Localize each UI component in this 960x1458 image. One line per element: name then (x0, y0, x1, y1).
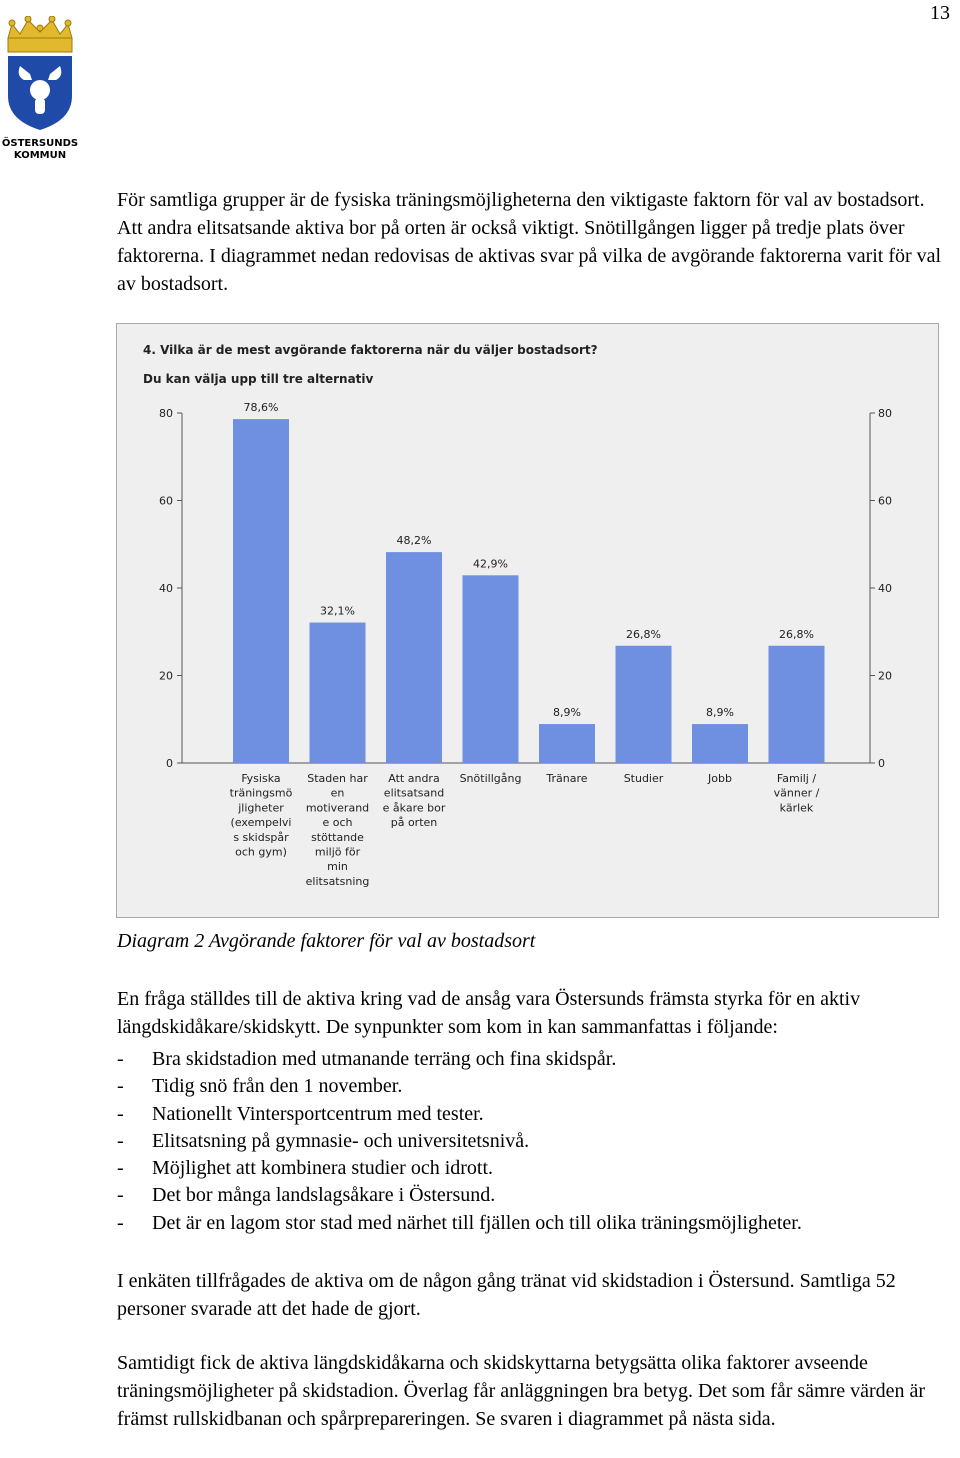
x-tick-label: Fysiska (241, 772, 281, 785)
bar (616, 646, 672, 763)
y-tick-label: 0 (166, 757, 173, 770)
x-tick-label: Studier (623, 772, 664, 785)
rating-paragraph: Samtidigt fick de aktiva längdskidåkarna och skidskyttarna betygsätta olika faktorer avseende träningsmöjligheter på skidstadion. Överlag får anläggningen bra betyg. Det som får sämre värden är främst rullskidbanan och spårprepareringen. Se svaren i diagrammet på nästa sida. (117, 1352, 926, 1430)
y-tick-label: 20 (878, 669, 892, 683)
intro-paragraph: För samtliga grupper är de fysiska träningsmöjligheterna den viktigaste faktorn för val av bostadsort. Att andra elitsatsande aktiva bor på orten är också viktigt. Snötillgången ligger på tredje plats över faktorerna. I diagrammet nedan redovisas de aktivas svar på vilka de avgörande faktorerna varit för val av bostadsort. (117, 189, 942, 295)
bar (769, 646, 825, 763)
list-item (117, 1210, 802, 1237)
list-item-text: Bra skidstadion med utmanande terräng och fina skidspår. (152, 1048, 617, 1070)
bar (310, 623, 366, 763)
question-paragraph: En fråga ställdes till de aktiva kring vad de ansåg vara Östersunds främsta styrka för en aktiv längdskidåkare/skidskytt. De synpunkter som kom in kan sammanfattas i följande: (117, 988, 861, 1038)
chart-title: 4. Vilka är de mest avgörande faktorerna när du väljer bostadsort? (143, 343, 598, 357)
x-tick-label: e åkare bor (382, 801, 446, 815)
value-label: 26,8% (626, 627, 661, 641)
x-tick-label: och gym) (235, 845, 287, 859)
value-label: 32,1% (320, 604, 355, 618)
x-tick-label: elitsatsand (383, 786, 445, 800)
x-tick-label: vänner / (773, 786, 820, 800)
crown-icon (8, 16, 72, 52)
bar (539, 724, 595, 763)
bar (233, 419, 289, 763)
bullet-dash: - (117, 1048, 124, 1070)
y-tick-label: 40 (878, 582, 892, 595)
x-tick-label: på orten (390, 816, 438, 830)
bar-chart (116, 323, 939, 918)
chart-plot (117, 324, 940, 919)
value-label: 42,9% (473, 557, 508, 571)
x-tick-label: Staden har (307, 772, 368, 785)
ostersunds-kommun-logo (2, 16, 78, 166)
list-item-text: Nationellt Vintersportcentrum med tester. (152, 1102, 484, 1125)
bar (692, 724, 748, 763)
value-label: 8,9% (553, 706, 581, 720)
x-tick-label: jligheter (238, 801, 284, 815)
list-item-text: Det är en lagom stor stad med närhet till fjällen och till olika träningsmöjligheter. (152, 1211, 802, 1234)
list-item (117, 1073, 802, 1100)
list-item (117, 1182, 802, 1209)
list-item (117, 1101, 802, 1128)
x-tick-label: träningsmö (229, 786, 293, 800)
bar (463, 575, 519, 763)
y-tick-label: 60 (878, 494, 892, 508)
x-tick-label: stöttande (311, 830, 364, 844)
svg-text:ÖSTERSUNDS: ÖSTERSUNDS (2, 138, 78, 149)
figure-caption: Diagram 2 Avgörande faktorer för val av bostadsort (117, 930, 536, 952)
list-item (117, 1046, 802, 1073)
list-item-text: Tidig snö från den 1 november. (152, 1075, 403, 1098)
list-item-text: Det bor många landslagsåkare i Östersund. (152, 1184, 496, 1207)
bullet-dash: - (117, 1075, 124, 1098)
x-tick-label: Tränare (546, 772, 588, 785)
bullet-dash: - (117, 1157, 124, 1180)
list-item (117, 1128, 802, 1155)
x-tick-label: motiverand (305, 801, 370, 815)
y-tick-label: 60 (159, 494, 173, 508)
bullet-dash: - (117, 1102, 124, 1125)
bullet-dash: - (117, 1184, 124, 1207)
value-label: 78,6% (243, 401, 279, 415)
y-tick-label: 80 (878, 407, 892, 420)
x-tick-label: s skidspår (233, 830, 289, 844)
x-tick-label: kärlek (779, 801, 814, 815)
x-tick-label: (exempelvi (230, 816, 292, 830)
y-tick-label: 40 (159, 582, 173, 595)
value-label: 48,2% (396, 534, 432, 548)
x-tick-label: min (327, 860, 348, 874)
x-tick-label: elitsatsning (305, 874, 370, 888)
list-item (117, 1155, 802, 1182)
value-label: 8,9% (706, 706, 734, 720)
x-tick-label: e och (322, 816, 353, 830)
y-tick-label: 80 (159, 407, 173, 420)
list-item-text: Elitsatsning på gymnasie- och universitetsnivå. (152, 1129, 530, 1152)
bar (386, 552, 442, 763)
x-tick-label: Snötillgång (459, 772, 522, 785)
svg-text:KOMMUN: KOMMUN (13, 150, 67, 161)
bullet-dash: - (117, 1211, 124, 1234)
bullet-dash: - (117, 1129, 124, 1152)
chart-subtitle: Du kan välja upp till tre alternativ (143, 372, 374, 386)
value-label: 26,8% (779, 627, 814, 641)
x-tick-label: Familj / (776, 772, 817, 785)
x-tick-label: miljö för (314, 845, 361, 859)
x-tick-label: Att andra (388, 772, 440, 785)
strengths-list (117, 1046, 802, 1237)
y-tick-label: 0 (878, 757, 885, 770)
x-tick-label: en (330, 786, 345, 800)
y-tick-label: 20 (159, 669, 173, 683)
x-tick-label: Jobb (708, 772, 732, 785)
survey-paragraph: I enkäten tillfrågades de aktiva om de någon gång tränat vid skidstadion i Östersund. Samtliga 52 personer svarade att det hade de gjort. (117, 1270, 896, 1320)
page-number: 13 (930, 2, 950, 24)
list-item-text: Möjlighet att kombinera studier och idrott. (152, 1157, 494, 1180)
